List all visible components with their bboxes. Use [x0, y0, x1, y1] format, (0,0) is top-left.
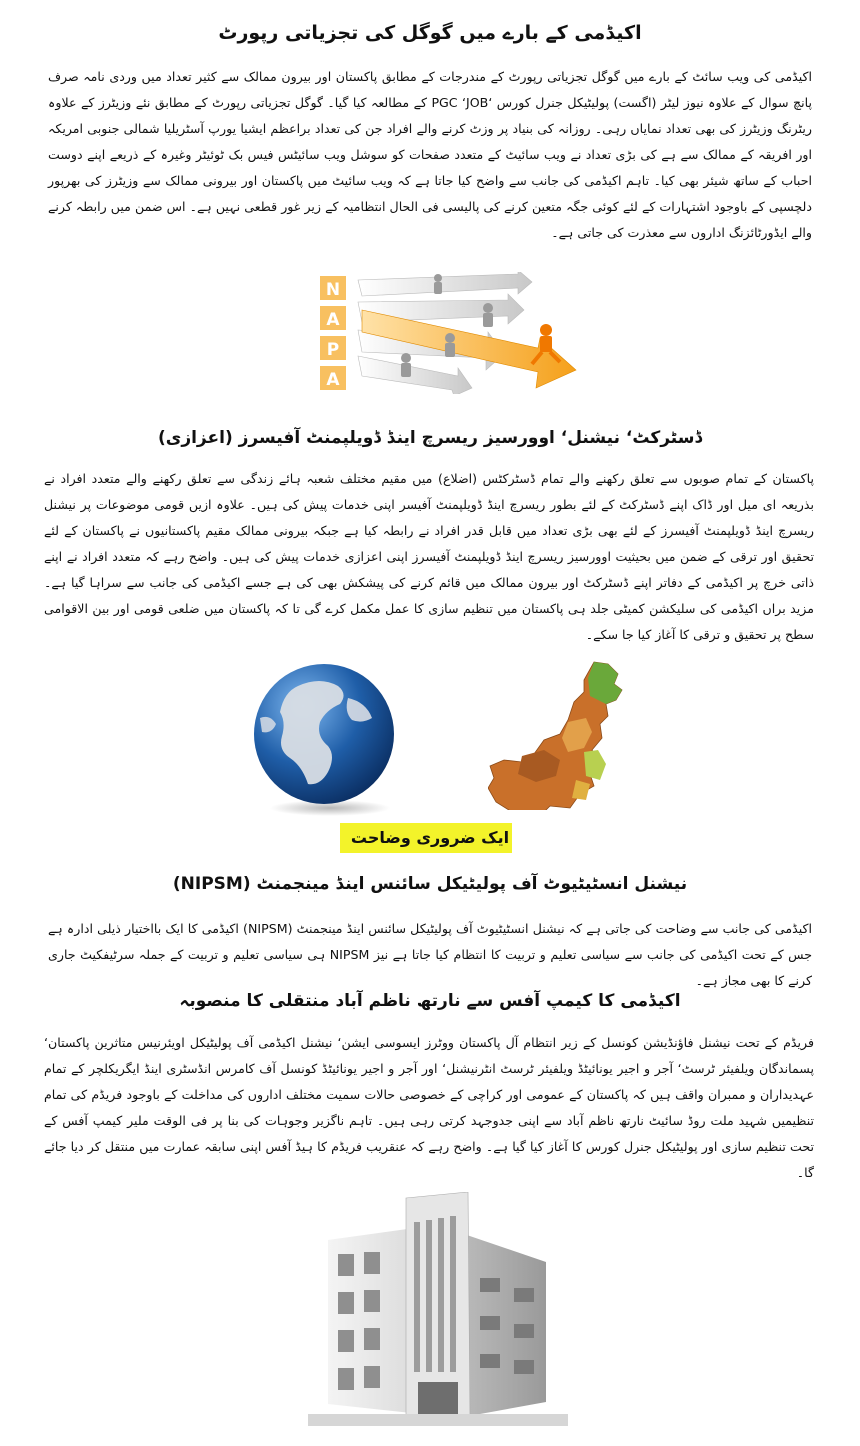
napa-letter: N: [325, 280, 341, 300]
globe-figure: [238, 658, 410, 818]
section1-body: اکیڈمی کی ویب سائٹ کے بارے میں گوگل تجزیاتی رپورٹ کے مندرجات کے مطابق پاکستان اور بیرون ممالک سے کثیر تعداد میں وردی نامہ صرف پانچ سوال کے علاوہ نیوز لیٹر (اگست) پولیٹیکل جنرل کورس ‘PGC ‘JOB کے مطالعہ کیا گیا۔ گوگل تجزیاتی رپورٹ کے مطابق نئے وزیٹرز کے علاوہ ریٹرنگ وزیٹرز کی بھی تعداد نمایاں رہی۔ روزانہ کی بنیاد پر وزٹ کرنے والے افراد جن کی تعداد براعظم ایشیا یورپ آسٹریلیا شمالی جنوبی امریکہ اور افریقہ کے ممالک سے ہے کی بڑی تعداد نے ویب سائیٹ کے متعدد صفحات کو سوشل ویب سائیٹس فیس بک ٹوئیٹر وغیرہ کے ذریعے اپنے دوست احباب کے ساتھ شیئر بھی کیا۔ تاہم اکیڈمی کی جانب سے واضح کیا جاتا ہے کہ ویب سائیٹ میں پاکستان اور بیرونی ممالک سے وزیٹرز کی بھرپور دلچسپی کے باوجود اشتہارات کے لئے کوئی جگہ متعین کرنے کی پالیسی فی الحال انتظامیہ کے زیر غور قطعی نہیں ہے۔ اس ضمن میں رابطہ کرنے والے ایڈورٹائزنگ اداروں سے معذرت کی جاتی ہے۔: [48, 69, 812, 240]
section3-title: نیشنل انسٹیٹیوٹ آف پولیٹیکل سائنس اینڈ مینجمنٹ (NIPSM): [172, 874, 688, 894]
section4-title: اکیڈمی کا کیمپ آفس سے نارتھ ناظم آباد منتقلی کا منصوبہ: [179, 991, 681, 1011]
section3-body: اکیڈمی کی جانب سے وضاحت کی جاتی ہے کہ نیشنل انسٹیٹیوٹ آف پولیٹیکل سائنس اینڈ مینجمنٹ (NIPSM) اکیڈمی کا ایک بااختیار ذیلی ادارہ ہے جس کے تحت اکیڈمی کی جانب سے سیاسی تعلیم و تربیت کا انتظام کیا جاتا ہے نیز NIPSM ہی سیاسی تعلیم و تربیت کے جملہ سرٹیفکیٹ جاری کرنے کا بھی مجاز ہے۔: [48, 921, 812, 988]
napa-letter: A: [326, 310, 340, 330]
section1-title: اکیڈمی کے بارے میں گوگل کی تجزیاتی رپورٹ: [218, 22, 642, 44]
grey-arrow: [358, 272, 532, 296]
notice-label: ایک ضروری وضاحت: [350, 828, 510, 847]
pakistan-map-figure: [488, 660, 638, 810]
building-figure: [308, 1192, 568, 1426]
napa-runners-illustration: [318, 272, 580, 394]
grey-arrow: [358, 356, 472, 394]
building-illustration: [308, 1192, 568, 1426]
globe-illustration: [238, 658, 410, 818]
section4-body: فریڈم کے تحت نیشنل فاؤنڈیشن کونسل کے زیر انتظام آل پاکستان ووٹرز ایسوسی ایشن‘ نیشنل اکیڈمی آف پولیٹیکل اویئرنیس متاثرین پاکستان‘ پسماندگان ویلفیئر ٹرسٹ‘ آجر و اجیر یونائیٹڈ ویلفیئر ٹرسٹ انٹرنیشنل‘ اور آجر و اجیر یونائیٹڈ کونسل آف کامرس انڈسٹری اینڈ ایگریکلچر کے تمام عہدیداران و ممبران واقف ہیں کہ پاکستان کے عمومی اور کراچی کے خصوصی حالات سمیت مختلف اداروں کی مداخلت کے باوجود فریڈم کی تمام تنظیمیں شہید ملت روڈ سائیٹ نارتھ ناظم آباد سے اپنی جدوجہد کرتی رہی ہیں۔ تاہم ناگزیر وجوہات کی بنا پر فی الوقت ملیر کیمپ آفس کے تحت تنظیم سازی اور پولیٹیکل جنرل کورس کا آغاز کیا گیا ہے۔ واضح رہے کہ عنقریب فریڈم کا ہیڈ آفس اپنی سابقہ عمارت میں منتقل کر دیا جائے گا۔: [44, 1035, 814, 1180]
section2-title: ڈسٹرکٹ‘ نیشنل‘ اوورسیز ریسرچ اینڈ ڈویلپمنٹ آفیسرز (اعزازی): [157, 428, 703, 448]
napa-runners-figure: [318, 272, 580, 394]
napa-letter: P: [326, 340, 340, 360]
napa-letter-tiles: [320, 276, 346, 390]
pakistan-map-illustration: [488, 660, 638, 810]
napa-letter: A: [326, 370, 340, 390]
section2-body: پاکستان کے تمام صوبوں سے تعلق رکھنے والے تمام ڈسٹرکٹس (اضلاع) میں مقیم مختلف شعبہ ہائے زندگی سے تعلق رکھنے والے متعدد افراد نے بذریعہ ای میل اور ڈاک اپنے ڈسٹرکٹ کے لئے بطور ریسرچ اینڈ ڈویلپمنٹ آفیسر اپنی خدمات پیش کی ہیں۔ علاوہ ازیں قومی موضوعات پر نیشنل ریسرچ اینڈ ڈویلپمنٹ آفیسرز کے لئے بھی بڑی تعداد میں قابل قدر افراد نے رابطہ کیا ہے جبکہ بیرونی ممالک مقیم پاکستانیوں نے پاکستان کے لئے تحقیق اور ترقی کے ضمن میں بحیثیت اوورسیز ریسرچ اینڈ ڈویلپمنٹ آفیسرز اپنی اعزازی خدمات پیش کی ہیں۔ واضح رہے کہ متعدد افراد نے اپنے ذاتی خرچ پر اکیڈمی کے دفاتر اپنے ڈسٹرکٹ اور بیرون ممالک میں قائم کرنے کی پیشکش بھی کی ہے جسے اکیڈمی کی جانب سے سراہا گیا ہے۔ مزید براں اکیڈمی کی سلیکشن کمیٹی جلد ہی پاکستان میں تنظیم سازی کا عمل مکمل کرے گی تا کہ پاکستان میں ضلعی قومی اور بین الاقوامی سطح پر تحقیق و ترقی کا آغاز کیا جا سکے۔: [44, 471, 814, 642]
